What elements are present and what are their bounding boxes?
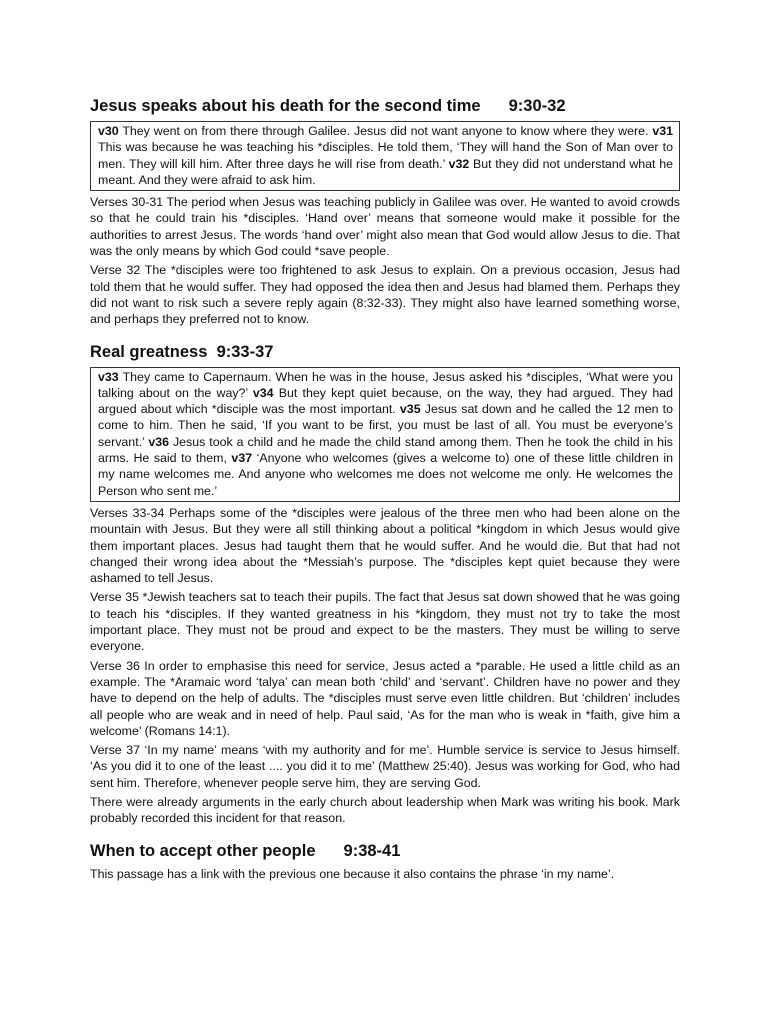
section-heading xyxy=(90,342,680,362)
section-reference: 9:33-37 xyxy=(216,342,274,361)
commentary-paragraph: Verse 36 In order to emphasise this need for service, Jesus acted a *parable. He used a little child as an example. The *Aramaic word ‘talya’ can mean both ‘child’ and ‘servant’. Children have no power and they have to depend on the help of adults. The *disciples must serve even little children. But ‘children’ includes all people who are weak and in need of help. Paul said, ‘As for the man who is weak in *faith, give him a welcome’ (Romans 14:1). xyxy=(90,658,680,738)
commentary-paragraph: Verses 33-34 Perhaps some of the *disciples were jealous of the three men who had been alone on the mountain with Jesus. But they were all still thinking about a political *kingdom in which Jesus would give them important places. Jesus had taught them that he would suffer. And he would die. But that had not changed their wrong idea about the *Messiah’s purpose. The *disciples kept quiet because they were ashamed to tell Jesus. xyxy=(90,505,680,586)
commentary-paragraph: Verse 32 The *disciples were too frightened to ask Jesus to explain. On a previous occasion, Jesus had told them that he would suffer. They had opposed the idea then and Jesus had blamed them. Perhaps they did not want to risk such a severe reply again (8:32-33). They might also have learned something worse, and perhaps they preferred not to know. xyxy=(90,263,680,327)
section-real-greatness xyxy=(90,342,680,827)
verse-text: But they did not understand what he meant. And they were afraid to ask him. xyxy=(98,156,673,187)
verse-number: v30 xyxy=(98,124,119,138)
section-heading xyxy=(90,96,680,116)
commentary-paragraph: There were already arguments in the early church about leadership when Mark was writing his book. Mark probably recorded this incident for that reason. xyxy=(90,794,680,826)
verse-number: v33 xyxy=(98,369,119,384)
verse-text: They came to Capernaum. When he was in the house, Jesus asked his *disciples, ‘What were you talking about on the way?’ xyxy=(98,369,673,400)
bible-passage-box xyxy=(90,367,680,502)
verse-text: Jesus sat down and he called the 12 men to come to him. Then he said, ‘If you want to be first, you must be last of all. You must be everyone’s servant.’ xyxy=(98,402,673,449)
verse-number: v36 xyxy=(148,434,170,449)
verse-text: This was because he was teaching his *disciples. He told them, ‘They will hand the Son of Man over to men. They will kill him. After three days he will rise from death.’ xyxy=(98,140,673,171)
verse-text: Jesus took a child and he made the child stand among them. Then he took the child in his arms. He said to them, xyxy=(98,434,674,466)
commentary-paragraph: Verse 35 *Jewish teachers sat to teach their pupils. The fact that Jesus sat down showed that he was going to teach his *disciples. If they wanted greatness in his *kingdom, they must not try to take the most important place. They must not be proud and expect to be the masters. They must be willing to serve everyone. xyxy=(90,590,680,654)
bible-passage-box xyxy=(90,121,680,191)
section-accept-others xyxy=(90,841,680,882)
verse-number: v37 xyxy=(231,451,253,466)
verse-text: But they kept quiet because, on the way, they had argued. They had argued about which *disciple was the most important. xyxy=(98,385,674,417)
section-title: Real greatness xyxy=(90,342,208,361)
verse-text: They went on from there through Galilee. Jesus did not want anyone to know where they were. xyxy=(118,124,653,138)
section-reference: 9:38-41 xyxy=(343,841,401,860)
section-title: When to accept other people xyxy=(90,841,316,860)
verse-number: v34 xyxy=(252,385,274,400)
verse-number: v32 xyxy=(448,156,470,171)
document-page xyxy=(90,96,680,885)
verse-text: ‘Anyone who welcomes (gives a welcome to) one of these little children in my name welcomes me. And anyone who welcomes me does not welcome me only. He welcomes the Person who sent me.’ xyxy=(98,451,673,498)
commentary-paragraph: This passage has a link with the previous one because it also contains the phrase ‘in my name’. xyxy=(90,866,615,881)
section-death-prediction xyxy=(90,96,680,328)
section-title: Jesus speaks about his death for the second time xyxy=(90,97,481,115)
section-heading xyxy=(90,841,680,861)
verse-number: v31 xyxy=(652,124,673,138)
section-reference: 9:30-32 xyxy=(508,97,566,115)
commentary-paragraph: Verse 37 ‘In my name’ means ‘with my authority and for me’. Humble service is service to Jesus himself. ‘As you did it to one of the least .... you did it to me’ (Matthew 25:40). Jesus was working for God, who had sent him. Therefore, whenever people serve him, they are serving God. xyxy=(90,743,680,790)
commentary-paragraph: Verses 30-31 The period when Jesus was teaching publicly in Galilee was over. He wanted to avoid crowds so that he could train his *disciples. ‘Hand over’ means that someone would make it possible for the authorities to arrest Jesus. The words ‘hand over’ might also mean that God would allow Jesus to die. That was the only means by which God could *save people. xyxy=(90,195,680,259)
verse-number: v35 xyxy=(399,402,421,417)
